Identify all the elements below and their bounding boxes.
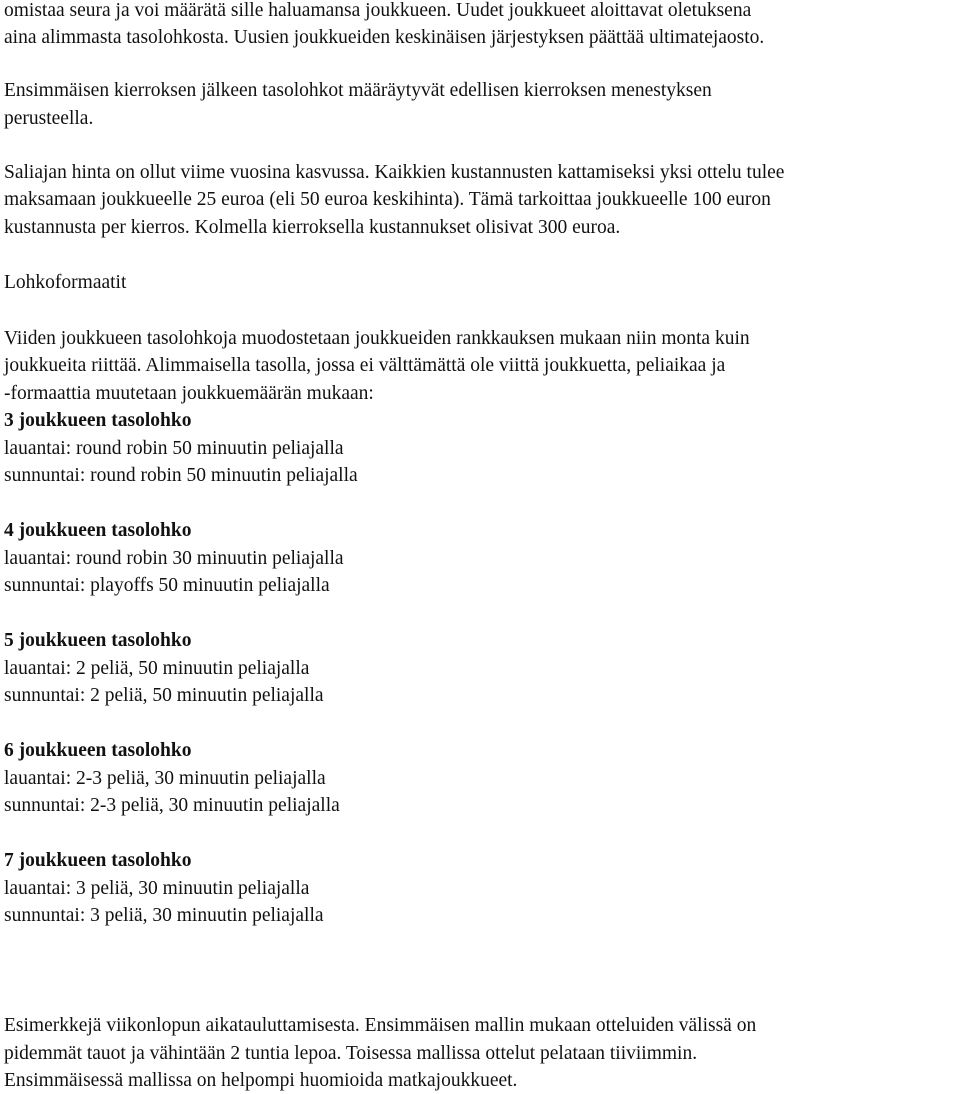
format-saturday: lauantai: 2 peliä, 50 minuutin peliajalla (4, 658, 310, 679)
format-sunday: sunnuntai: playoffs 50 minuutin peliajalla (4, 575, 330, 596)
text-line: omistaa seura ja voi määrätä sille haluamansa joukkueen. Uudet joukkueet aloittavat oletuksena (4, 0, 752, 21)
text-line: aina alimmasta tasolohkosta. Uusien joukkueiden keskinäisen järjestyksen päättää ultimatejaosto. (4, 27, 765, 48)
format-saturday: lauantai: round robin 30 minuutin peliajalla (4, 548, 344, 569)
section-heading: Lohkoformaatit (4, 272, 127, 293)
text-line: Ensimmäisen kierroksen jälkeen tasolohkot määräytyvät edellisen kierroksen menestyksen (4, 80, 712, 101)
text-line: kustannusta per kierros. Kolmella kierroksella kustannukset olisivat 300 euroa. (4, 217, 621, 238)
format-sunday: sunnuntai: round robin 50 minuutin peliajalla (4, 465, 358, 486)
text-line: maksamaan joukkueelle 25 euroa (eli 50 euroa keskihinta). Tämä tarkoittaa joukkueelle 100 euron (4, 189, 771, 210)
format-heading: 6 joukkueen tasolohko (4, 740, 192, 761)
format-sunday: sunnuntai: 3 peliä, 30 minuutin peliajalla (4, 905, 324, 926)
format-saturday: lauantai: 3 peliä, 30 minuutin peliajalla (4, 878, 310, 899)
format-heading: 5 joukkueen tasolohko (4, 630, 192, 651)
format-saturday: lauantai: 2-3 peliä, 30 minuutin peliajalla (4, 768, 326, 789)
format-heading: 3 joukkueen tasolohko (4, 410, 192, 431)
text-line: pidemmät tauot ja vähintään 2 tuntia lepoa. Toisessa mallissa ottelut pelataan tiiviimmin. (4, 1043, 698, 1064)
format-heading: 7 joukkueen tasolohko (4, 850, 192, 871)
format-sunday: sunnuntai: 2-3 peliä, 30 minuutin peliajalla (4, 795, 340, 816)
text-line: -formaattia muutetaan joukkuemäärän mukaan: (4, 383, 374, 404)
text-line: Saliajan hinta on ollut viime vuosina kasvussa. Kaikkien kustannusten kattamiseksi yksi ottelu tulee (4, 162, 785, 183)
text-line: perusteella. (4, 108, 94, 129)
text-line: Viiden joukkueen tasolohkoja muodostetaan joukkueiden rankkauksen mukaan niin monta kuin (4, 328, 750, 349)
format-saturday: lauantai: round robin 50 minuutin peliajalla (4, 438, 344, 459)
text-line: Esimerkkejä viikonlopun aikatauluttamisesta. Ensimmäisen mallin mukaan otteluiden välissä on (4, 1015, 757, 1036)
text-line: joukkueita riittää. Alimmaisella tasolla, jossa ei välttämättä ole viittä joukkuetta, peliaikaa ja (4, 355, 726, 376)
format-heading: 4 joukkueen tasolohko (4, 520, 192, 541)
text-line: Ensimmäisessä mallissa on helpompi huomioida matkajoukkueet. (4, 1070, 518, 1091)
format-sunday: sunnuntai: 2 peliä, 50 minuutin peliajalla (4, 685, 324, 706)
